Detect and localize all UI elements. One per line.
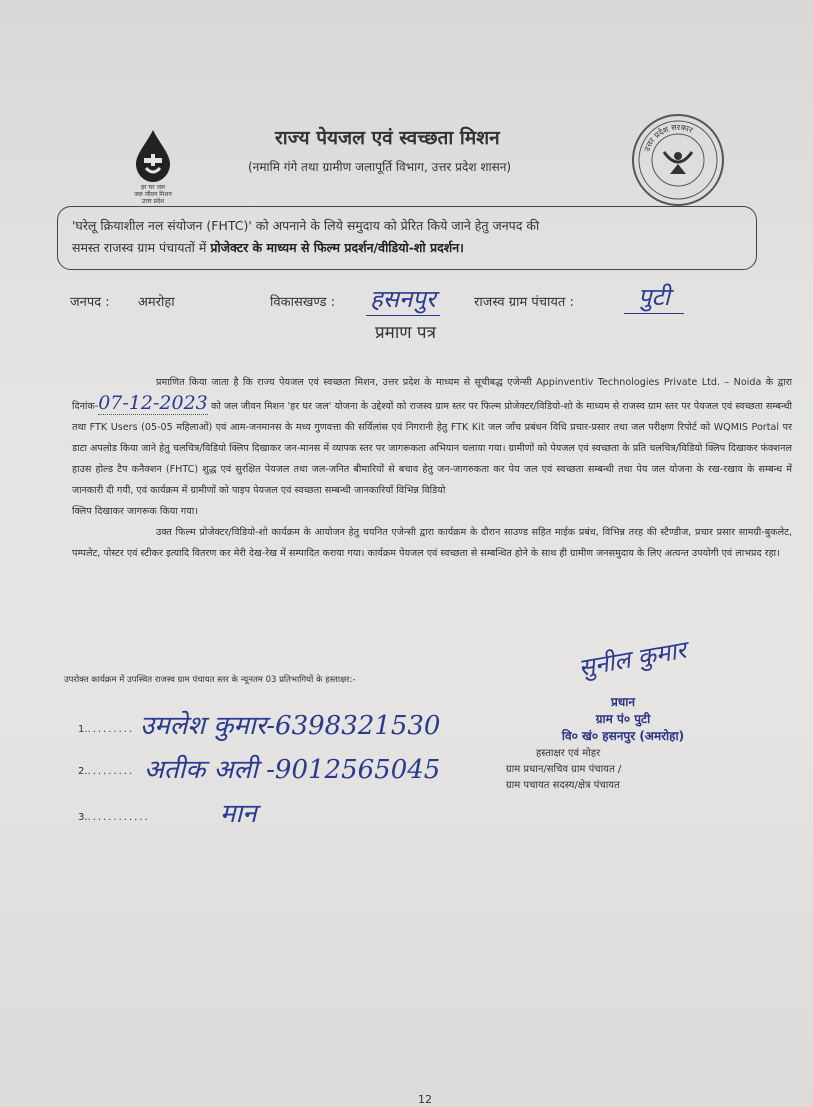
- block-label: विकासखण्ड :: [270, 295, 336, 310]
- pradhan-signature: सुनील कुमार: [576, 635, 689, 683]
- participant-row: 2..........: [78, 766, 135, 777]
- mission-subtitle: (नमामि गंगे तथा ग्रामीण जलापूर्ति विभाग, उत्तर प्रदेश शासन): [248, 160, 512, 174]
- block-value: हसनपुर: [366, 282, 440, 316]
- water-drop-icon: [118, 128, 188, 184]
- participant-number: 1.: [78, 724, 88, 735]
- certificate-body: [72, 372, 792, 564]
- signatory-caption: [506, 746, 736, 794]
- subject-line-1: 'घरेलू क्रियाशील नल संयोजन (FHTC)' को अपनाने के लिये समुदाय को प्रेरित किये जाने हेतु जनपद की: [72, 218, 540, 233]
- subject-line-2: [72, 237, 742, 259]
- pradhan-stamp: [533, 694, 713, 745]
- participant-signature: उमलेश कुमार-6398321530: [140, 711, 441, 741]
- participant-signature: अतीक अली -9012565045: [144, 755, 441, 785]
- body-text-1c: क्लिप दिखाकर जागरूक किया गया।: [72, 506, 198, 517]
- emblem-icon: [634, 116, 722, 204]
- caption-line-1: ग्राम प्रधान/सचिव ग्राम पंचायत /: [506, 764, 622, 775]
- participant-row: 3.............: [78, 812, 150, 823]
- panchayat-label: राजस्व ग्राम पंचायत :: [474, 295, 574, 310]
- har-ghar-jal-logo: [118, 128, 188, 208]
- district-value: अमरोहा: [138, 295, 175, 310]
- participant-number: 3.: [78, 812, 88, 823]
- body-paragraph-1: [72, 372, 792, 501]
- participant-row: 1..........: [78, 724, 135, 735]
- mission-title: राज्य पेयजल एवं स्वच्छता मिशन: [275, 127, 500, 149]
- body-text-1b: को जल जीवन मिशन 'हर घर जल' योजना के उद्देश्यों को राजस्व ग्राम स्तर पर फिल्म प्रोजेक्टर/विडियो-शो के माध्यम से राजस्व ग्राम स्तर पर पेयजल एवं स्वच्छता सम्बन्धी तथा FTK Users (05-05 महिलाओं) एवं आम-जनमानस के मध्य गुणवत्ता की सर्विलांस एवं निगरानी हेतु FTK Kit जल जाँच प्रबंधन विधि प्रचार-प्रसार तथा जल परीक्षण रिपोर्ट को WQMIS Portal पर डाटा अपलोड किया जाने हेतु चलचित्र/विडियो क्लिप दिखाकर जन-मानस में व्यापक स्तर पर जागरूकता अभियान चलाया गया। ग्रामीणों को पेयजल एवं स्वच्छता के प्रति चलचित्र/विडियो क्लिप दिखाकर फंक्शनल हाउस होल्ड टैप कनैक्शन (FHTC) शुद्ध एवं सुरक्षित पेयजल तथा जल-जनित बीमारियों से बचाव हेतु जन-जागरुकता कर पेय जल एवं स्वच्छता सम्बन्धी तथा पेय जल योजना के रख-रखाव के सम्बन्ध में जानकारी दी गयी, एवं कार्यक्रम में ग्रामीणों को पाइप पेयजल एवं स्वच्छता सम्बन्धी जानकारियाँ विभिन्न विडियो: [72, 401, 792, 496]
- logo-tagline: हर घर जल जल जीवन मिशन उत्तर प्रदेश: [134, 184, 172, 205]
- page-number: 12: [418, 1093, 432, 1106]
- subject-line-2-bold: प्रोजेक्टर के माध्यम से फिल्म प्रदर्शन/वीडियो-शो प्रदर्शन।: [210, 240, 464, 255]
- up-government-seal: [632, 114, 724, 206]
- svg-text:उत्तर प्रदेश सरकार: [642, 123, 694, 153]
- body-paragraph-2: उक्त फिल्म प्रोजेक्टर/विडियो-शो कार्यक्रम के आयोजन हेतु चयनित एजेन्सी द्वारा कार्यक्रम के दौरान साउण्ड सहित माईक प्रबंध, विभिन्न तरह की स्टैण्डीज, प्रचार प्रसार सामग्री-बुकलेट, पम्पलेट, पोस्टर एवं स्टीकर इत्यादि वितरण कर मेरी देख-रेख में सम्पादित कराया गया। कार्यक्रम पेयजल एवं स्वच्छता से सम्बन्धित होने के साथ ही ग्रामीण जनसमुदाय के लिए अत्यन्त उपयोगी एवं लाभप्रद रहा।: [72, 527, 792, 559]
- panchayat-value: पुटी: [624, 280, 684, 314]
- district-label: जनपद :: [70, 295, 110, 310]
- caption-line-2: ग्राम पचायत सदस्य/क्षेत्र पंचायत: [506, 780, 620, 791]
- stamp-block: वि० खं० हसनपुर (अमरोहा): [561, 729, 685, 743]
- seal-text: उत्तर प्रदेश सरकार: [642, 122, 695, 153]
- body-text-1a: प्रमाणित किया जाता है कि राज्य पेयजल एवं स्वच्छता मिशन, उत्तर प्रदेश के माध्यम से सूचीबद्ध एजेन्सी Appinventiv Technologies Private Ltd. – Noida के द्वारा दिनांक-: [72, 377, 792, 412]
- event-date: 07-12-2023: [98, 392, 208, 414]
- subject-line-2-text: समस्त राजस्व ग्राम पंचायतों में: [72, 240, 211, 255]
- participants-note: उपरोक्त कार्यक्रम में उपस्थित राजस्व ग्राम पंचायत स्तर के न्यूनतम 03 प्रतिभागियों के हस्ताक्षर:-: [64, 675, 356, 685]
- stamp-title: प्रधान: [611, 695, 635, 709]
- participant-number: 2.: [78, 766, 88, 777]
- signature-label: हस्ताक्षर एवं मोहर: [536, 748, 601, 759]
- certificate-title: प्रमाण पत्र: [375, 323, 436, 343]
- participant-signature: मान: [220, 799, 257, 829]
- stamp-panchayat: ग्राम पं० पुटी: [595, 712, 651, 726]
- subject-box: [57, 206, 757, 270]
